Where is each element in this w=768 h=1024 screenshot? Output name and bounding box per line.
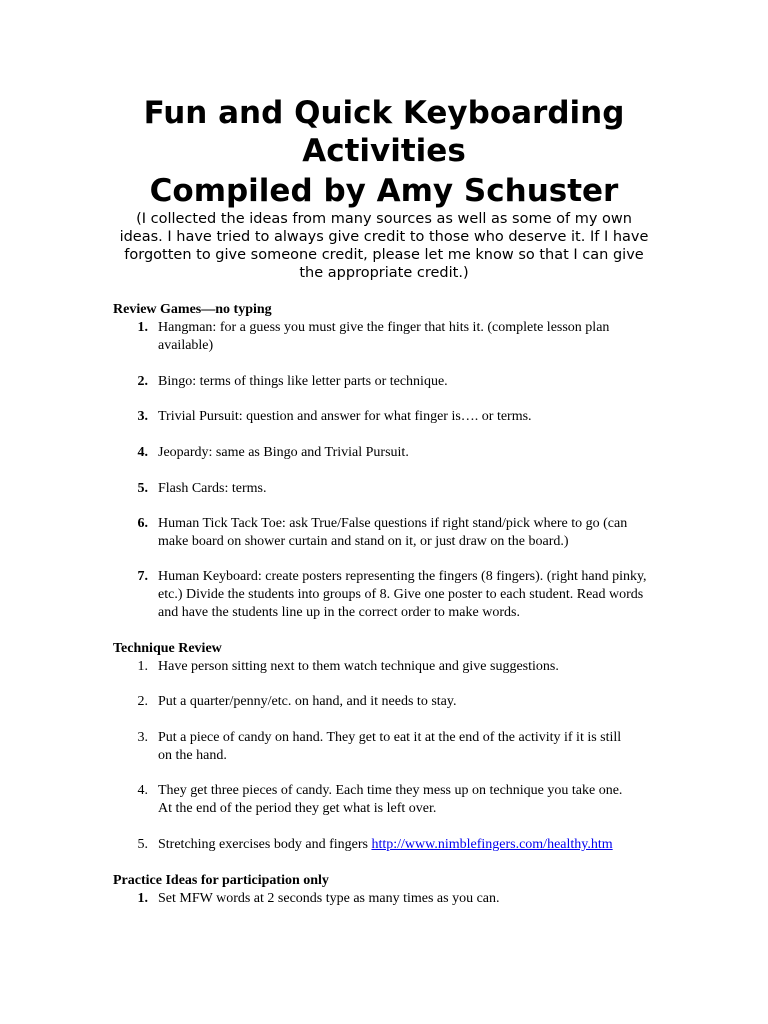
list-number: 1. [137,320,148,335]
list-number: 1. [137,659,148,674]
list-number: 7. [137,569,148,584]
list-number: 1. [137,891,148,906]
list-item-label: Stretching exercises body and fingers [158,837,372,852]
list-number: 2. [137,374,148,389]
list-number: 3. [137,409,148,424]
list-number: 5. [137,481,148,496]
list-item-text: Put a quarter/penny/etc. on hand, and it needs to stay. [158,694,457,709]
section-heading-review-games: Review Games—no typing [113,302,272,317]
list-item-text: Jeopardy: same as Bingo and Trivial Pursuit. [158,445,409,460]
list-item-text: Flash Cards: terms. [158,481,267,496]
list-item-text: Set MFW words at 2 seconds type as many times as you can. [158,891,500,906]
section-heading-technique-review: Technique Review [113,641,222,656]
list-item-text: Human Keyboard: create posters representing the fingers (8 fingers). (right hand pinky, etc.) Divide the students into groups of 8. Give one poster to each student. Read words and have the students line up in the correct order to make words. [158,569,647,620]
list-number: 4. [137,445,148,460]
list-number: 3. [137,730,148,745]
list-item-text: Trivial Pursuit: question and answer for what finger is…. or terms. [158,409,532,424]
intro-paragraph: (I collected the ideas from many sources as well as some of my own ideas. I have tried to always give credit to those who deserve it. If I have forgotten to give someone credit, please let me know so that I can give the appropriate credit.) [119,211,649,281]
page-title-line-2: Activities [302,133,466,169]
list-item-text: They get three pieces of candy. Each time they mess up on technique you take one. At the end of the period they get what is left over. [158,783,623,816]
section-heading-practice-ideas: Practice Ideas for participation only [113,873,329,888]
list-item-text: Human Tick Tack Toe: ask True/False questions if right stand/pick where to go (can make board on shower curtain and stand on it, or just draw on the board.) [158,516,628,549]
page-title-line-1: Fun and Quick Keyboarding [143,95,625,131]
list-number: 6. [137,516,148,531]
list-item-text: Bingo: terms of things like letter parts or technique. [158,374,448,389]
list-number: 5. [137,837,148,852]
list-item-text: Put a piece of candy on hand. They get to eat it at the end of the activity if it is still on the hand. [158,730,622,763]
list-item-text: Hangman: for a guess you must give the finger that hits it. (complete lesson plan available) [158,320,610,353]
nimblefingers-link[interactable]: http://www.nimblefingers.com/healthy.htm [371,837,613,852]
list-item-text [158,836,658,854]
list-item-text: Have person sitting next to them watch technique and give suggestions. [158,659,559,674]
page-title-line-3: Compiled by Amy Schuster [149,173,619,209]
list-number: 4. [137,783,148,798]
list-number: 2. [137,694,148,709]
